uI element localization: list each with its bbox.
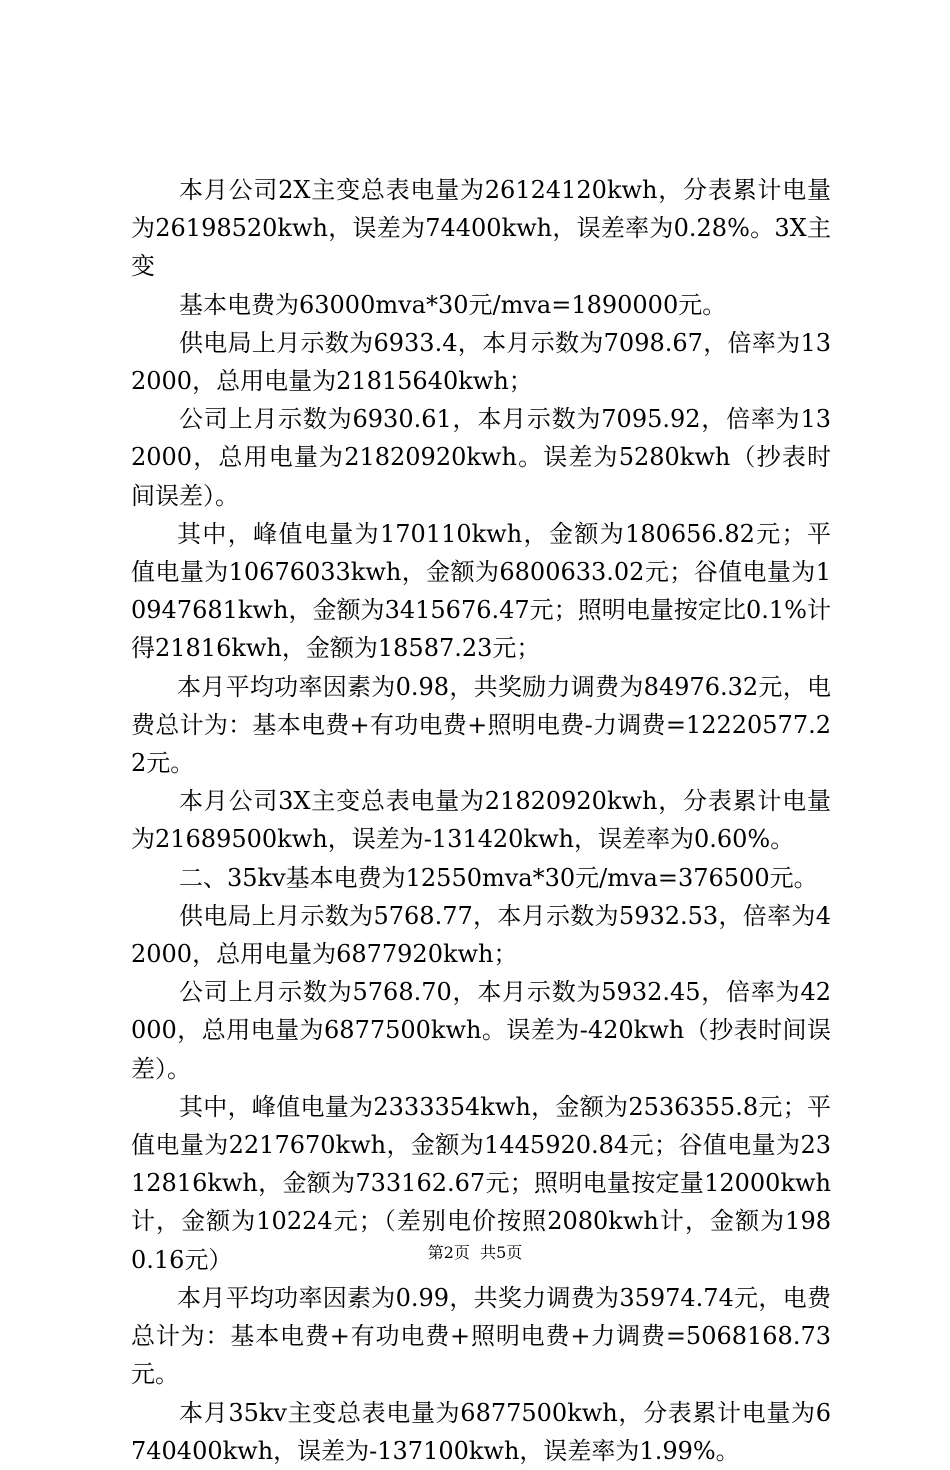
paragraph-power-factor-2: 本月平均功率因素为0.99，共奖力调费为35974.74元，电费总计为：基本电费+有功电费+照明电费+力调费=5068168.73元。	[131, 1283, 831, 1389]
paragraph-35kv-basic-fee: 二、35kv基本电费为12550mva*30元/mva=376500元。	[179, 863, 818, 892]
paragraph-basic-fee: 基本电费为63000mva*30元/mva=1890000元。	[179, 290, 727, 319]
page-footer	[0, 1243, 950, 1263]
paragraph-supply-bureau-reading-1: 供电局上月示数为6933.4，本月示数为7098.67，倍率为132000，总用电量为21815640kwh；	[131, 328, 831, 396]
paragraph-tariff-breakdown-2: 其中，峰值电量为2333354kwh，金额为2536355.8元；平值电量为2217670kwh，金额为1445920.84元；谷值电量为2312816kwh，金额为733162.67元；照明电量按定量12000kwh计，金额为10224元；（差别电价按照2080kwh计，金额为1980.16元）	[131, 1092, 831, 1274]
page-number-label: 第2页 共5页	[427, 1243, 523, 1262]
paragraph-2x-transformer-summary: 本月公司2X主变总表电量为26124120kwh，分表累计电量为26198520kwh，误差为74400kwh，误差率为0.28%。3X主变	[131, 176, 831, 281]
paragraph-company-reading-1: 公司上月示数为6930.61，本月示数为7095.92，倍率为132000，总用电量为21820920kwh。误差为5280kwh（抄表时间误差）。	[131, 405, 831, 510]
paragraph-supply-bureau-reading-2: 供电局上月示数为5768.77，本月示数为5932.53，倍率为42000，总用电量为6877920kwh；	[131, 901, 831, 969]
paragraph-tariff-breakdown-1: 其中，峰值电量为170110kwh，金额为180656.82元；平值电量为10676033kwh，金额为6800633.02元；谷值电量为10947681kwh，金额为3415676.47元；照明电量按定比0.1%计得21816kwh，金额为18587.23元；	[131, 519, 831, 663]
paragraph-power-factor-1: 本月平均功率因素为0.98，共奖励力调费为84976.32元，电费总计为：基本电费+有功电费+照明电费-力调费=12220577.22元。	[131, 672, 831, 778]
paragraph-company-reading-2: 公司上月示数为5768.70，本月示数为5932.45，倍率为42000，总用电量为6877500kwh。误差为-420kwh（抄表时间误差）。	[131, 978, 831, 1083]
paragraph-35kv-transformer-summary: 本月35kv主变总表电量为6877500kwh，分表累计电量为6740400kwh，误差为-137100kwh，误差率为1.99%。	[131, 1398, 831, 1465]
paragraph-3x-transformer-summary: 本月公司3X主变总表电量为21820920kwh，分表累计电量为21689500kwh，误差为-131420kwh，误差率为0.60%。	[131, 787, 831, 854]
document-body	[131, 171, 831, 1470]
